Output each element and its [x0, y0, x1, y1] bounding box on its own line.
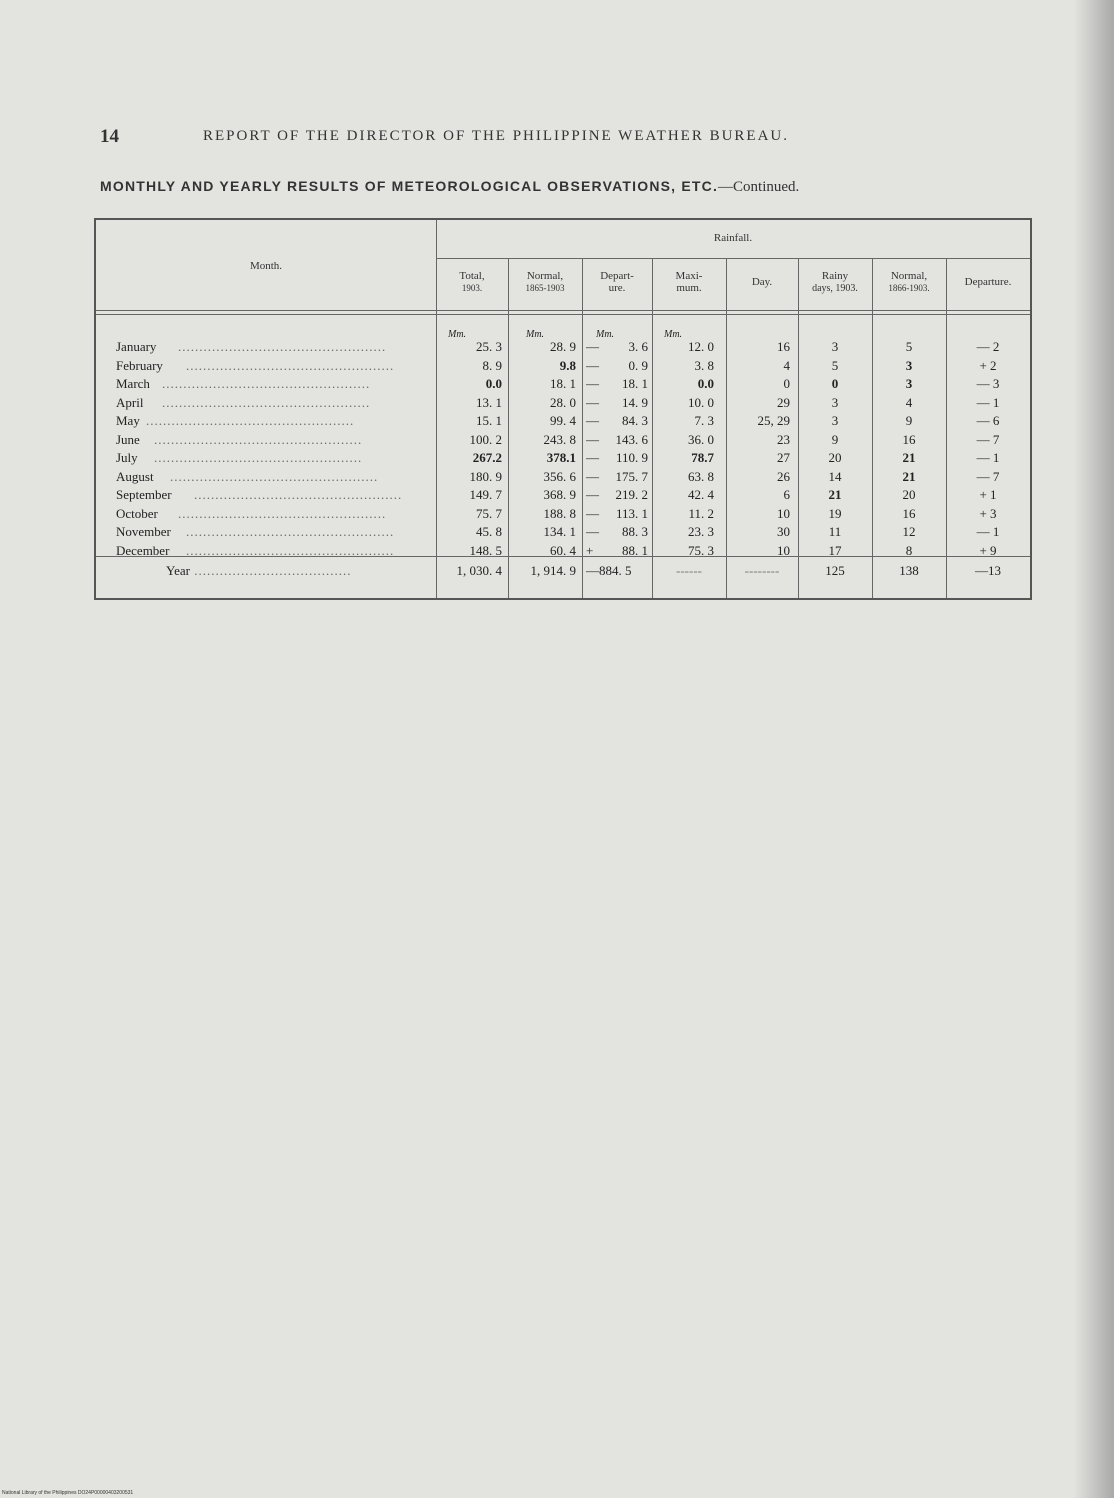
- normal-days-value: 21: [902, 469, 916, 484]
- header-bottom-rule: [96, 310, 1030, 311]
- departure-sign: —: [586, 524, 599, 539]
- total-value: 180. 9: [469, 469, 502, 484]
- normal-value: 378.1: [546, 450, 576, 465]
- month-label: December: [116, 543, 170, 558]
- month-label: August: [116, 469, 154, 484]
- year-row-label: Year .....................................: [166, 563, 352, 578]
- dot-leader: .................................................: [186, 543, 395, 558]
- running-head-title: REPORT OF THE DIRECTOR OF THE PHILIPPINE WEATHER BUREAU.: [203, 128, 789, 144]
- year-normal-days: 138: [899, 563, 919, 578]
- header-bottom-rule: [96, 314, 1030, 315]
- unit-maximum: Mm.: [664, 329, 683, 340]
- month-label: July: [116, 450, 138, 465]
- maximum-value: 7. 3: [694, 413, 714, 428]
- rainy-days-value: 9: [831, 432, 839, 447]
- day-value: 23: [777, 432, 790, 447]
- departure-sign: —: [586, 339, 599, 354]
- departure-sign: —: [586, 432, 599, 447]
- rainy-days-value: 14: [828, 469, 842, 484]
- rainy-days-value: 3: [831, 413, 839, 428]
- rainy-days-value: 17: [828, 543, 842, 558]
- days-departure-value: — 7: [976, 432, 1000, 447]
- departure-value: 143. 6: [615, 432, 648, 447]
- departure-sign: —: [586, 469, 599, 484]
- rainy-days-value: 20: [828, 450, 842, 465]
- days-departure-value: — 3: [976, 376, 1000, 391]
- col-header-normal-days: Normal, 1866-1903.: [888, 270, 930, 293]
- year-maximum: ------: [676, 563, 702, 578]
- departure-sign: —: [586, 358, 599, 373]
- maximum-value: 75. 3: [688, 543, 714, 558]
- departure-sign: —: [586, 413, 599, 428]
- day-value: 4: [783, 358, 790, 373]
- rainy-days-value: 19: [828, 506, 842, 521]
- dot-leader: .................................................: [154, 450, 363, 465]
- departure-value: 219. 2: [615, 487, 648, 502]
- col-header-rainy-days: Rainy days, 1903.: [812, 270, 858, 294]
- col-header-day: Day.: [751, 276, 773, 288]
- month-label: March: [116, 376, 150, 391]
- departure-value: 88. 1: [622, 543, 648, 558]
- normal-value: 9.8: [559, 358, 576, 373]
- normal-days-value: 9: [905, 413, 913, 428]
- total-value: 0.0: [485, 376, 502, 391]
- total-value: 267.2: [472, 450, 502, 465]
- days-departure-value: + 1: [979, 487, 997, 502]
- dot-leader: .................................................: [186, 524, 395, 539]
- month-label: April: [116, 395, 144, 410]
- day-value: 30: [777, 524, 790, 539]
- dot-leader: .................................................: [194, 487, 403, 502]
- rainy-days-value: 11: [828, 524, 842, 539]
- dot-leader: .................................................: [186, 358, 395, 373]
- total-value: 149. 7: [469, 487, 502, 502]
- normal-value: 188. 8: [543, 506, 576, 521]
- table-title-text: MONTHLY AND YEARLY RESULTS OF METEOROLOGICAL OBSERVATIONS, ETC.: [100, 178, 719, 194]
- unit-normal: Mm.: [526, 329, 545, 340]
- normal-value: 18. 1: [550, 376, 576, 391]
- normal-value: 60. 4: [550, 543, 576, 558]
- day-value: 25, 29: [757, 413, 790, 428]
- maximum-value: 11. 2: [688, 506, 714, 521]
- departure-sign: —: [586, 395, 599, 410]
- departure-value: 113. 1: [615, 506, 648, 521]
- year-days-departure: —13: [975, 563, 1001, 578]
- departure-value: 110. 9: [615, 450, 648, 465]
- header-divider: [436, 258, 1030, 259]
- scan-footer: National Library of the Philippines DO24P00000403200531: [2, 1490, 134, 1496]
- total-value: 148. 5: [469, 543, 502, 558]
- departure-sign: +: [586, 543, 594, 558]
- normal-days-value: 21: [902, 450, 916, 465]
- month-label: February: [116, 358, 163, 373]
- normal-days-value: 20: [902, 487, 916, 502]
- normal-value: 28. 9: [550, 339, 576, 354]
- year-day: --------: [744, 563, 780, 578]
- year-normal: 1, 914. 9: [530, 563, 576, 578]
- normal-value: 28. 0: [550, 395, 576, 410]
- departure-value: 3. 6: [628, 339, 648, 354]
- normal-days-value: 4: [905, 395, 913, 410]
- table-title-suffix: —Continued.: [718, 179, 800, 195]
- maximum-value: 42. 4: [688, 487, 714, 502]
- maximum-value: 36. 0: [688, 432, 714, 447]
- day-value: 29: [777, 395, 790, 410]
- dot-leader: .................................................: [170, 469, 379, 484]
- month-label: June: [116, 432, 140, 447]
- page-edge-shadow: [1074, 0, 1114, 1498]
- maximum-value: 23. 3: [688, 524, 714, 539]
- departure-value: 175. 7: [615, 469, 648, 484]
- days-departure-value: — 1: [976, 524, 1000, 539]
- dot-leader: .................................................: [154, 432, 363, 447]
- departure-sign: —: [586, 487, 599, 502]
- day-value: 16: [777, 339, 790, 354]
- days-departure-value: + 2: [979, 358, 997, 373]
- unit-departure: Mm.: [596, 329, 615, 340]
- dot-leader: .................................................: [162, 376, 371, 391]
- dot-leader: .................................................: [178, 506, 387, 521]
- dot-leader: .................................................: [178, 339, 387, 354]
- page-number: 14: [100, 126, 119, 147]
- day-value: 0: [783, 376, 790, 391]
- maximum-value: 0.0: [697, 376, 714, 391]
- day-value: 10: [777, 506, 790, 521]
- total-value: 8. 9: [482, 358, 502, 373]
- year-departure: —884. 5: [586, 563, 632, 578]
- total-value: 100. 2: [469, 432, 502, 447]
- departure-value: 0. 9: [628, 358, 648, 373]
- maximum-value: 63. 8: [688, 469, 714, 484]
- normal-days-value: 3: [905, 358, 913, 373]
- day-value: 27: [777, 450, 790, 465]
- departure-value: 88. 3: [622, 524, 648, 539]
- days-departure-value: — 2: [976, 339, 1000, 354]
- day-value: 26: [777, 469, 790, 484]
- unit-total: Mm.: [448, 329, 467, 340]
- normal-value: 99. 4: [550, 413, 576, 428]
- month-header: Month.: [249, 260, 283, 272]
- dot-leader: .................................................: [146, 413, 355, 428]
- column-divider: [582, 258, 583, 598]
- month-label: May: [116, 413, 140, 428]
- rainy-days-value: 3: [831, 395, 839, 410]
- col-header-maximum: Maxi- mum.: [675, 270, 703, 294]
- maximum-value: 12. 0: [688, 339, 714, 354]
- normal-days-value: 8: [905, 543, 913, 558]
- running-header: [100, 126, 1000, 150]
- normal-days-value: 12: [902, 524, 916, 539]
- days-departure-value: + 9: [979, 543, 997, 558]
- normal-value: 134. 1: [543, 524, 576, 539]
- departure-value: 14. 9: [622, 395, 648, 410]
- days-departure-value: — 1: [976, 395, 1000, 410]
- days-departure-value: — 1: [976, 450, 1000, 465]
- month-label: November: [116, 524, 171, 539]
- departure-sign: —: [586, 506, 599, 521]
- table-title: [100, 178, 1035, 196]
- maximum-value: 3. 8: [694, 358, 714, 373]
- rainfall-group-header: Rainfall.: [713, 232, 753, 244]
- normal-value: 356. 6: [543, 469, 576, 484]
- day-value: 10: [777, 543, 790, 558]
- normal-days-value: 3: [905, 376, 913, 391]
- rainy-days-value: 0: [831, 376, 839, 391]
- departure-value: 84. 3: [622, 413, 648, 428]
- normal-days-value: 16: [902, 432, 916, 447]
- days-departure-value: — 6: [976, 413, 1000, 428]
- rainfall-table: [94, 218, 1032, 600]
- dot-leader: .................................................: [162, 395, 371, 410]
- total-value: 13. 1: [476, 395, 502, 410]
- total-value: 15. 1: [476, 413, 502, 428]
- normal-days-value: 16: [902, 506, 916, 521]
- normal-days-value: 5: [905, 339, 913, 354]
- col-header-total: Total, 1903.: [459, 270, 485, 293]
- maximum-value: 10. 0: [688, 395, 714, 410]
- rainy-days-value: 21: [828, 487, 842, 502]
- col-header-normal: Normal, 1865-1903: [525, 270, 565, 293]
- departure-value: 18. 1: [622, 376, 648, 391]
- month-label: September: [116, 487, 172, 502]
- total-value: 25. 3: [476, 339, 502, 354]
- year-rainy-days: 125: [825, 563, 845, 578]
- rainy-days-value: 3: [831, 339, 839, 354]
- month-label: January: [116, 339, 157, 354]
- total-value: 45. 8: [476, 524, 502, 539]
- total-value: 75. 7: [476, 506, 502, 521]
- departure-sign: —: [586, 376, 599, 391]
- normal-value: 368. 9: [543, 487, 576, 502]
- col-header-departure: Depart- ure.: [600, 270, 634, 294]
- rainy-days-value: 5: [831, 358, 839, 373]
- year-total: 1, 030. 4: [456, 563, 502, 578]
- normal-value: 243. 8: [543, 432, 576, 447]
- day-value: 6: [783, 487, 790, 502]
- month-label: October: [116, 506, 158, 521]
- days-departure-value: + 3: [979, 506, 997, 521]
- maximum-value: 78.7: [691, 450, 714, 465]
- days-departure-value: — 7: [976, 469, 1000, 484]
- col-header-days-departure: Departure.: [964, 276, 1012, 288]
- departure-sign: —: [586, 450, 599, 465]
